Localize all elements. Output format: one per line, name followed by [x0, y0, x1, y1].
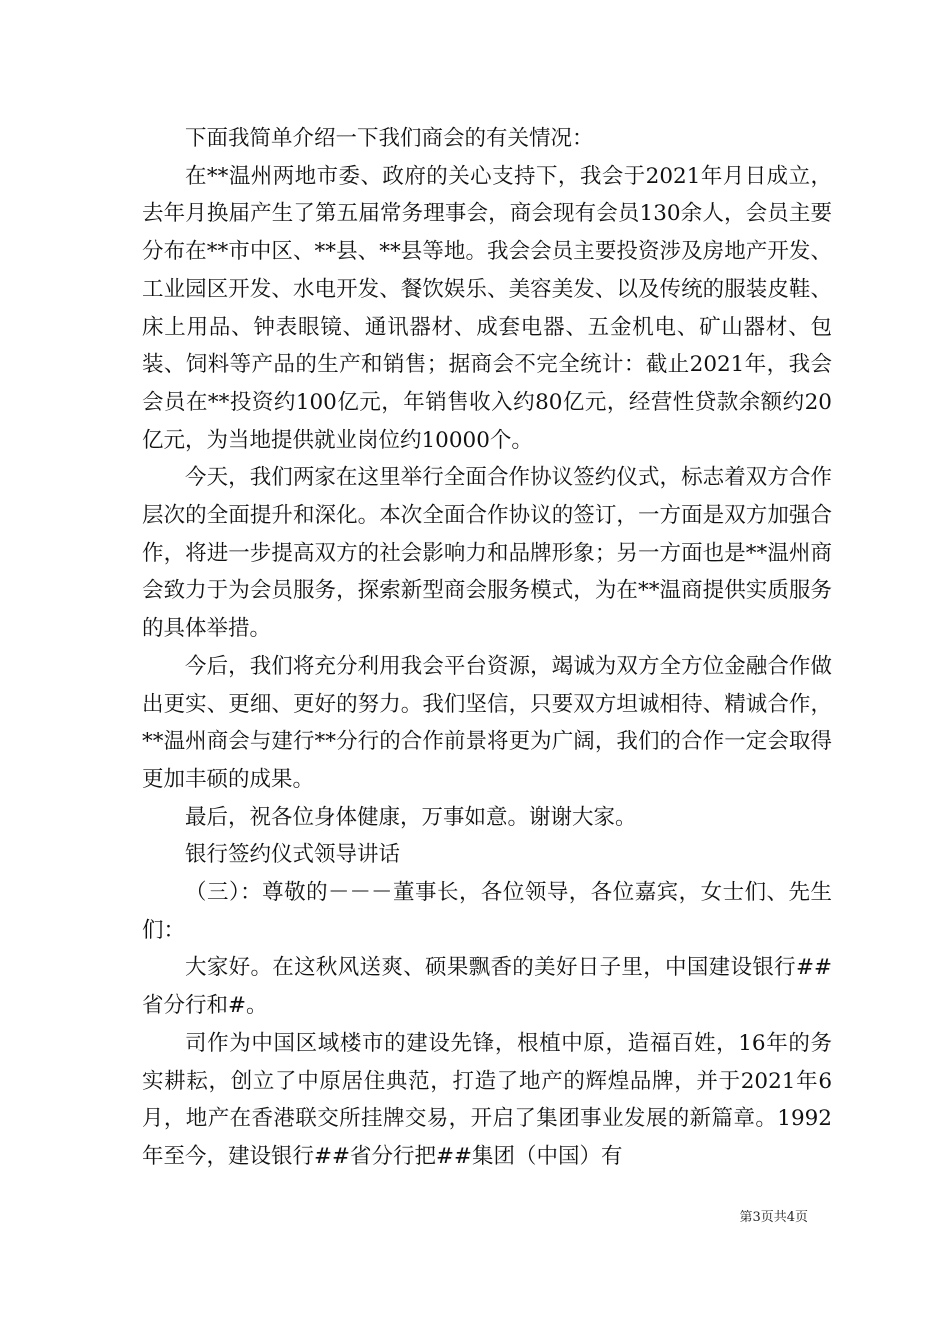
paragraph-closing: 最后，祝各位身体健康，万事如意。谢谢大家。 — [185, 804, 637, 830]
paragraph-greeting: 大家好。在这秋风送爽、硕果飘香的美好日子里，中国建设银行##省分行和#。 — [142, 955, 832, 1019]
paragraph-intro: 下面我简单介绍一下我们商会的有关情况： — [185, 126, 594, 151]
paragraph-company-history: 司作为中国区域楼市的建设先锋，根植中原，造福百姓，16年的务实耕耘，创立了中原居住典范，打造了地产的辉煌品牌，并于2021年6月，地产在香港联交所挂牌交易，开启了集团事业发展的新篇章。1992年至今，建设银行##省分行把##集团（中国）有 — [142, 1030, 832, 1169]
section-heading: 银行签约仪式领导讲话 — [185, 842, 401, 868]
page-number: 第3页共4页 — [739, 1210, 808, 1225]
document-body — [142, 120, 832, 1176]
paragraph-future: 今后，我们将充分利用我会平台资源，竭诚为双方全方位金融合作做出更实、更细、更好的努力。我们坚信，只要双方坦诚相待、精诚合作，**温州商会与建行**分行的合作前景将更为广阔，我们的合作一定会取得更加丰硕的成果。 — [142, 653, 832, 792]
paragraph-chamber-overview: 在**温州两地市委、政府的关心支持下，我会于2021年月日成立，去年月换届产生了第五届常务理事会，商会现有会员130余人，会员主要分布在**市中区、**县、**县等地。我会会员主要投资涉及房地产开发、工业园区开发、水电开发、餐饮娱乐、美容美发、以及传统的服装皮鞋、床上用品、钟表眼镜、通讯器材、成套电器、五金机电、矿山器材、包装、饲料等产品的生产和销售；据商会不完全统计：截止2021年，我会会员在**投资约100亿元，年销售收入约80亿元，经营性贷款余额约20亿元，为当地提供就业岗位约10000个。 — [142, 163, 832, 453]
paragraph-signing-today: 今天，我们两家在这里举行全面合作协议签约仪式，标志着双方合作层次的全面提升和深化。本次全面合作协议的签订，一方面是双方加强合作，将进一步提高双方的社会影响力和品牌形象；另一方面也是**温州商会致力于为会员服务，探索新型商会服务模式，为在**温商提供实质服务的具体举措。 — [142, 465, 832, 642]
paragraph-salutation: （三）：尊敬的－－－董事长，各位领导，各位嘉宾，女士们、先生们： — [142, 880, 832, 943]
